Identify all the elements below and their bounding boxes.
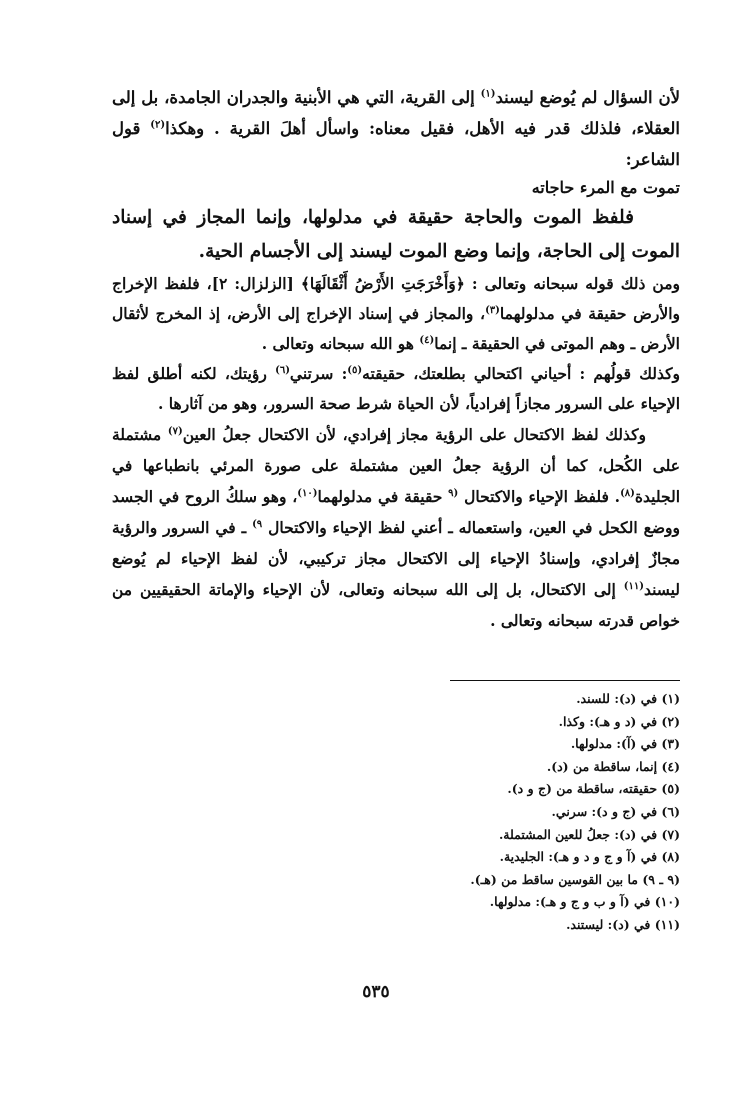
text-span: : سرتني: [289, 364, 348, 383]
text-span: قول الشاعر:: [112, 119, 680, 169]
text-span: وكذلك لفظ الاكتحال على الرؤية مجاز إفرادي، لأن الاكتحال جعلُ العين: [182, 425, 647, 444]
paragraph-2: فلفظ الموت والحاجة حقيقة في مدلولها، وإنما المجاز في إسناد الموت إلى الحاجة، وإنما وضع الموت ليسند إلى الأجسام الحية.: [112, 207, 680, 262]
text-span: هو الله سبحانه وتعالى .: [261, 334, 420, 353]
text-span: . فلفظ الإحياء والاكتحال: [458, 487, 621, 506]
footnote-ref-5: (٥): [347, 364, 363, 376]
text-span: ، والمجاز في إسناد الإخراج إلى الأرض، إذ المخرج لأثقال الأرض ـ وهم الموتى في الحقيقة ـ إنما: [112, 304, 680, 353]
text-span: إلى القرية، التي هي الأبنية والجدران الجامدة، بل إلى العقلاء، فلذلك قدر فيه الأهل، فقيل معناه: واسأل أهلَ القرية . وهكذا: [112, 88, 680, 138]
footnote-item: (٥) حقيقته، ساقطة من (ج و د).: [507, 781, 680, 797]
text-span: وكذلك قولُهم : أحياني اكتحالي بطلعتك، حقيقته: [362, 364, 681, 383]
footnote-item: (٤) إنما، ساقطة من (د).: [546, 758, 680, 774]
paragraph-4: [112, 359, 680, 419]
footnote-item: (٢) في (د و هـ): وكذا.: [558, 713, 680, 729]
page-number: ٥٣٥: [362, 982, 390, 1002]
paragraph-3: [112, 269, 680, 359]
footnote-item: (٩ ـ ٩) ما بين القوسين ساقط من (هـ).: [470, 871, 680, 887]
footnote-ref-7: (٧): [167, 425, 183, 437]
footnote-ref-9-close: ٩): [252, 518, 263, 530]
footnote-divider: [450, 680, 680, 681]
footnote-item: (٧) في (د): جعلُ للعين المشتملة.: [498, 826, 680, 842]
footnote-ref-11: (١١): [623, 580, 644, 592]
paragraph-5: [112, 419, 680, 636]
footnotes-list: [380, 688, 680, 937]
footnote-ref-6: (٦): [275, 364, 290, 376]
footnote-item: (١١) في (د): ليستند.: [566, 916, 680, 932]
text-span: ، وهو سلكُ الروح في الجسد ووضع الكحل في العين، واستعماله ـ أعني لفظ الإحياء والاكتحال: [112, 487, 680, 537]
text-span: ـ في السرور والرؤية مجازٌ إفرادي، وإسنادُ الإحياء إلى الاكتحال مجاز تركيبي، لأن لفظ الإحياء لم يُوضع ليسند: [112, 518, 680, 599]
text-span: مشتملة على الكُحل، كما أن الرؤية جعلُ العين مشتملة على صورة المرئي بانطباعها في الجليدة: [112, 425, 681, 506]
footnote-ref-2: (٢): [150, 119, 166, 131]
footnote-item: (٣) في (آ): مدلولها.: [570, 736, 680, 752]
main-text: [112, 82, 680, 636]
text-span: حقيقة في مدلولهما: [317, 487, 449, 506]
footnote-item: (١٠) في (آ و ب و ج و هـ): مدلولها.: [489, 894, 680, 910]
text-span: رؤيتك، لكنه أطلق لفظ الإحياء على السرور مجازاً إفرادياً، لأن الحياة شرط صحة السرور، وهو من آثارها .: [112, 364, 680, 413]
footnote-ref-10: (١٠): [297, 487, 318, 499]
poem-verse: تموت مع المرء حاجاته: [531, 178, 680, 197]
footnote-item: (١) في (د): للسند.: [576, 691, 680, 706]
footnote-ref-9-open: (٩: [448, 487, 459, 499]
footnote-item: (٨) في (آ و ج و د و هـ): الجليدية.: [499, 849, 680, 865]
paragraph-1: [112, 82, 680, 175]
footnote-ref-3: (٣): [485, 304, 500, 316]
text-span: إلى الاكتحال، بل إلى الله سبحانه وتعالى، لأن الإحياء والإماتة الحقيقيين من خواص قدرته سبحانه وتعالى .: [112, 580, 680, 630]
footnote-ref-4: (٤): [419, 334, 435, 346]
text-span: ومن ذلك قوله سبحانه وتعالى : ﴿وَأَخْرَجَتِ الأَرْضُ أَثْقَالَهَا﴾ [الزلزال: ٢]، فلفظ الإخراج والأرض حقيقة في مدلولهما: [112, 274, 680, 323]
footnote-ref-8: (٨): [620, 487, 635, 499]
text-span: لأن السؤال لم يُوضع ليسند: [495, 88, 680, 107]
footnote-ref-1: (١): [480, 88, 496, 100]
footnote-item: (٦) في (ج و د): سرني.: [551, 803, 680, 819]
